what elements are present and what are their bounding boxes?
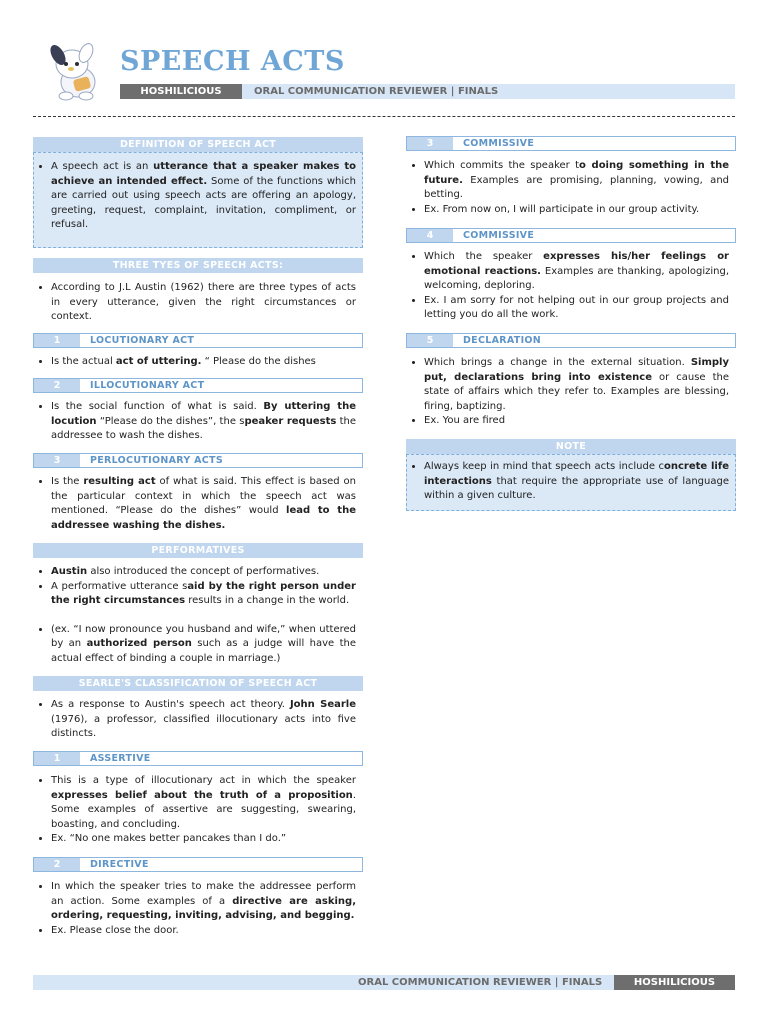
commissive-list [406,159,729,217]
list-item: • Is the social function of what is said. By uttering the locution “Please do the dishes”, the speaker requests the addressee to wash the dishes. [51,400,356,444]
section-note-heading: NOTE [406,439,736,454]
section-three-types-heading: THREE TYES OF SPEECH ACTS: [33,258,363,273]
definition-list [33,160,356,233]
section-number: 3 [34,454,80,467]
footer-subtitle: ORAL COMMUNICATION REVIEWER | FINALS [358,977,603,988]
section-expressive-heading [406,228,736,243]
section-title: ILLOCUTIONARY ACT [90,380,205,391]
list-item: • Which brings a change in the external situation. Simply put, declarations bring into existence or cause the state of affairs which they refer to. Examples are blessing, firing, baptizing. [424,356,729,414]
list-item: • Austin also introduced the concept of performatives. [51,565,356,580]
list-item: • Ex. You are fired [424,414,729,429]
section-illocutionary-heading [33,378,363,393]
header-author-tag: HOSHILICIOUS [120,84,242,99]
section-number: 2 [34,858,80,871]
section-number: 3 [407,137,453,150]
section-title: ASSERTIVE [90,753,151,764]
section-declaration-heading [406,333,736,348]
list-item: • In which the speaker tries to make the addressee perform an action. Some examples of a directive are asking, ordering, requesting, inviting, advising, and begging. [51,880,356,924]
puppy-mascot-icon [38,38,110,104]
declaration-list [406,356,729,429]
list-item: • According to J.L Austin (1962) there are three types of acts in every utterance, given the right circumstances or context. [51,281,356,325]
list-item: • Is the actual act of uttering. “ Please do the dishes [51,355,356,370]
section-number: 5 [407,334,453,347]
assertive-list [33,774,356,847]
three-types-list [33,281,356,325]
header-subtitle: ORAL COMMUNICATION REVIEWER | FINALS [254,86,499,97]
list-item: • A speech act is an utterance that a speaker makes to achieve an intended effect. Some of the functions which are carried out using speech acts are offering an apology, greeting, request, complaint, invitation, compliment, or refusal. [51,160,356,233]
section-directive-heading [33,857,363,872]
section-number: 4 [407,229,453,242]
section-number: 2 [34,379,80,392]
list-item: • A performative utterance said by the right person under the right circumstances results in a change in the world. [51,580,356,609]
page-title: SPEECH ACTS [120,46,345,77]
header-divider [33,116,735,117]
section-perlocutionary-heading [33,453,363,468]
expressive-list [406,250,729,323]
section-title: DIRECTIVE [90,859,149,870]
section-commissive-heading [406,136,736,151]
list-item: • Which the speaker expresses his/her feelings or emotional reactions. Examples are thanking, apologizing, welcoming, deploring. [424,250,729,294]
section-title: COMMISSIVE [463,138,535,149]
section-title: DECLARATION [463,335,542,346]
directive-list [33,880,356,938]
section-assertive-heading [33,751,363,766]
list-item: • Is the resulting act of what is said. This effect is based on the particular context in which the speech act was mentioned. “Please do the dishes” would lead to the addressee washing the dishes. [51,475,356,533]
list-item: • As a response to Austin's speech act theory. John Searle (1976), a professor, classified illocutionary acts into five distincts. [51,698,356,742]
footer-author-tag: HOSHILICIOUS [614,975,735,990]
section-locutionary-heading [33,333,363,348]
section-title: LOCUTIONARY ACT [90,335,195,346]
note-list [406,460,729,504]
list-item: • Which commits the speaker to doing something in the future. Examples are promising, planning, vowing, and betting. [424,159,729,203]
list-item: • Ex. From now on, I will participate in our group activity. [424,203,729,218]
section-performatives-heading: PERFORMATIVES [33,543,363,558]
perlocutionary-list [33,475,356,533]
illocutionary-list [33,400,356,444]
list-item: • Ex. I am sorry for not helping out in our group projects and letting you do all the work. [424,294,729,323]
list-item: • Ex. “No one makes better pancakes than I do.” [51,832,356,847]
list-item: • Always keep in mind that speech acts include concrete life interactions that require the appropriate use of language within a given culture. [424,460,729,504]
section-definition-heading: DEFINITION OF SPEECH ACT [33,137,363,152]
section-title: PERLOCUTIONARY ACTS [90,455,223,466]
performatives-list [33,565,356,666]
list-item: • Ex. Please close the door. [51,924,356,939]
locutionary-list [33,355,356,370]
searle-list [33,698,356,742]
list-item: • (ex. “I now pronounce you husband and wife,” when uttered by an authorized person such as a judge will have the actual effect of binding a couple in marriage.) [51,623,356,667]
section-number: 1 [34,334,80,347]
section-searle-heading: SEARLE'S CLASSIFICATION OF SPEECH ACT [33,676,363,691]
section-number: 1 [34,752,80,765]
section-title: COMMISSIVE [463,230,535,241]
list-item: • This is a type of illocutionary act in which the speaker expresses belief about the truth of a proposition. Some examples of assertive are suggesting, swearing, boasting, and concluding. [51,774,356,832]
